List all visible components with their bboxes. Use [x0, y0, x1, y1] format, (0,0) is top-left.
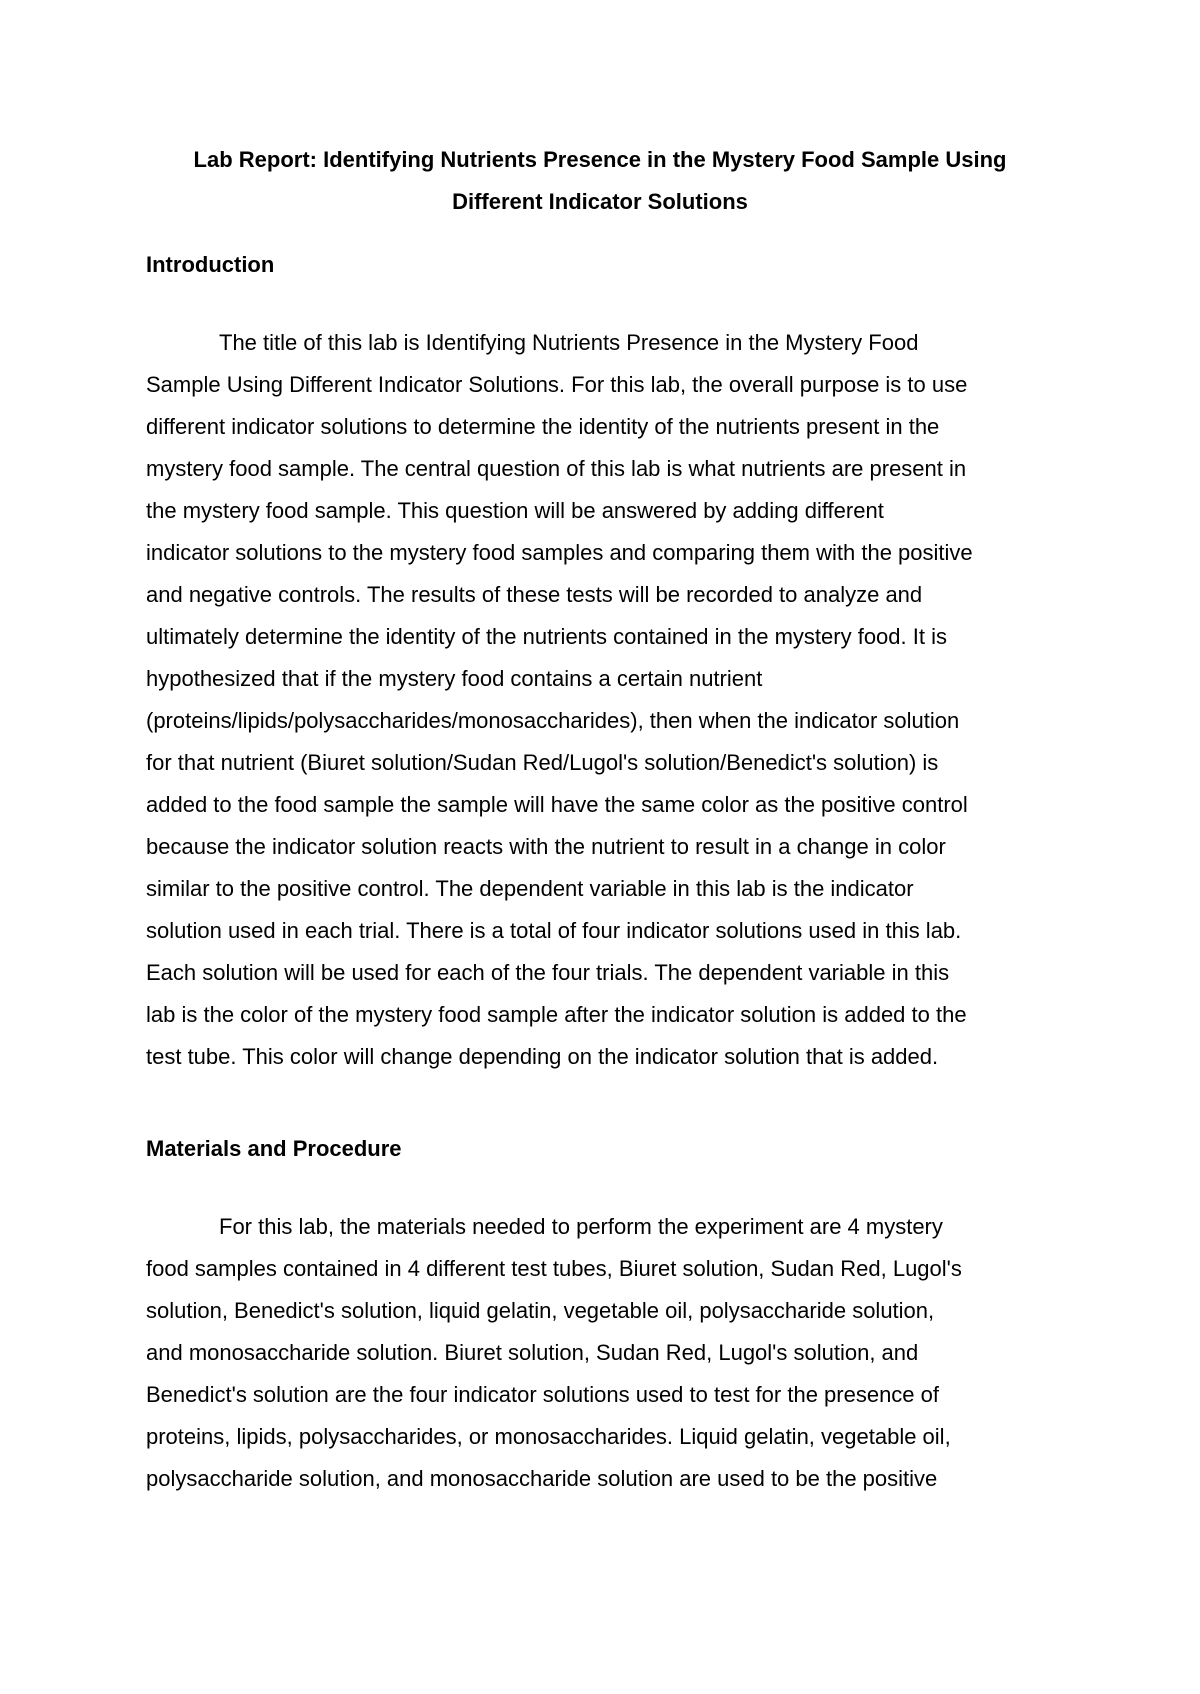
- paragraph-line: Sample Using Different Indicator Solutions. For this lab, the overall purpose is to use: [146, 372, 968, 397]
- paragraph-line: ultimately determine the identity of the nutrients contained in the mystery food. It is: [146, 624, 947, 649]
- introduction-paragraph: [146, 322, 1076, 1078]
- paragraph-line: food samples contained in 4 different test tubes, Biuret solution, Sudan Red, Lugol's: [146, 1256, 962, 1281]
- paragraph-line: solution used in each trial. There is a total of four indicator solutions used in this lab.: [146, 918, 962, 943]
- paragraph-line: (proteins/lipids/polysaccharides/monosaccharides), then when the indicator solution: [146, 708, 960, 733]
- paragraph-line: the mystery food sample. This question will be answered by adding different: [146, 498, 884, 523]
- paragraph-line: for that nutrient (Biuret solution/Sudan Red/Lugol's solution/Benedict's solution) is: [146, 750, 939, 775]
- paragraph-line: For this lab, the materials needed to perform the experiment are 4 mystery: [219, 1214, 943, 1239]
- paragraph-line: and monosaccharide solution. Biuret solution, Sudan Red, Lugol's solution, and: [146, 1340, 919, 1365]
- title-line: Different Indicator Solutions: [452, 189, 748, 214]
- materials-paragraph: [146, 1206, 1076, 1500]
- paragraph-line: mystery food sample. The central question of this lab is what nutrients are present in: [146, 456, 967, 481]
- paragraph-line: added to the food sample the sample will have the same color as the positive control: [146, 792, 968, 817]
- paragraph-line: hypothesized that if the mystery food contains a certain nutrient: [146, 666, 763, 691]
- paragraph-line: polysaccharide solution, and monosaccharide solution are used to be the positive: [146, 1466, 938, 1491]
- paragraph-line: Each solution will be used for each of the four trials. The dependent variable in this: [146, 960, 950, 985]
- section-heading-materials-and-procedure: Materials and Procedure: [146, 1136, 402, 1161]
- paragraph-line: lab is the color of the mystery food sample after the indicator solution is added to the: [146, 1002, 967, 1027]
- title-line: Lab Report: Identifying Nutrients Presence in the Mystery Food Sample Using: [193, 147, 1007, 172]
- paragraph-line: test tube. This color will change depending on the indicator solution that is added.: [146, 1044, 939, 1069]
- paragraph-line: solution, Benedict's solution, liquid gelatin, vegetable oil, polysaccharide solution,: [146, 1298, 935, 1323]
- report-title: [120, 139, 1080, 223]
- paragraph-line: proteins, lipids, polysaccharides, or monosaccharides. Liquid gelatin, vegetable oil,: [146, 1424, 951, 1449]
- paragraph-line: The title of this lab is Identifying Nutrients Presence in the Mystery Food: [219, 330, 919, 355]
- paragraph-line: similar to the positive control. The dependent variable in this lab is the indicator: [146, 876, 914, 901]
- paragraph-line: and negative controls. The results of these tests will be recorded to analyze and: [146, 582, 923, 607]
- paragraph-line: because the indicator solution reacts with the nutrient to result in a change in color: [146, 834, 946, 859]
- section-heading-introduction: Introduction: [146, 252, 275, 277]
- paragraph-line: different indicator solutions to determine the identity of the nutrients present in the: [146, 414, 940, 439]
- paragraph-line: indicator solutions to the mystery food samples and comparing them with the positive: [146, 540, 973, 565]
- paragraph-line: Benedict's solution are the four indicator solutions used to test for the presence of: [146, 1382, 939, 1407]
